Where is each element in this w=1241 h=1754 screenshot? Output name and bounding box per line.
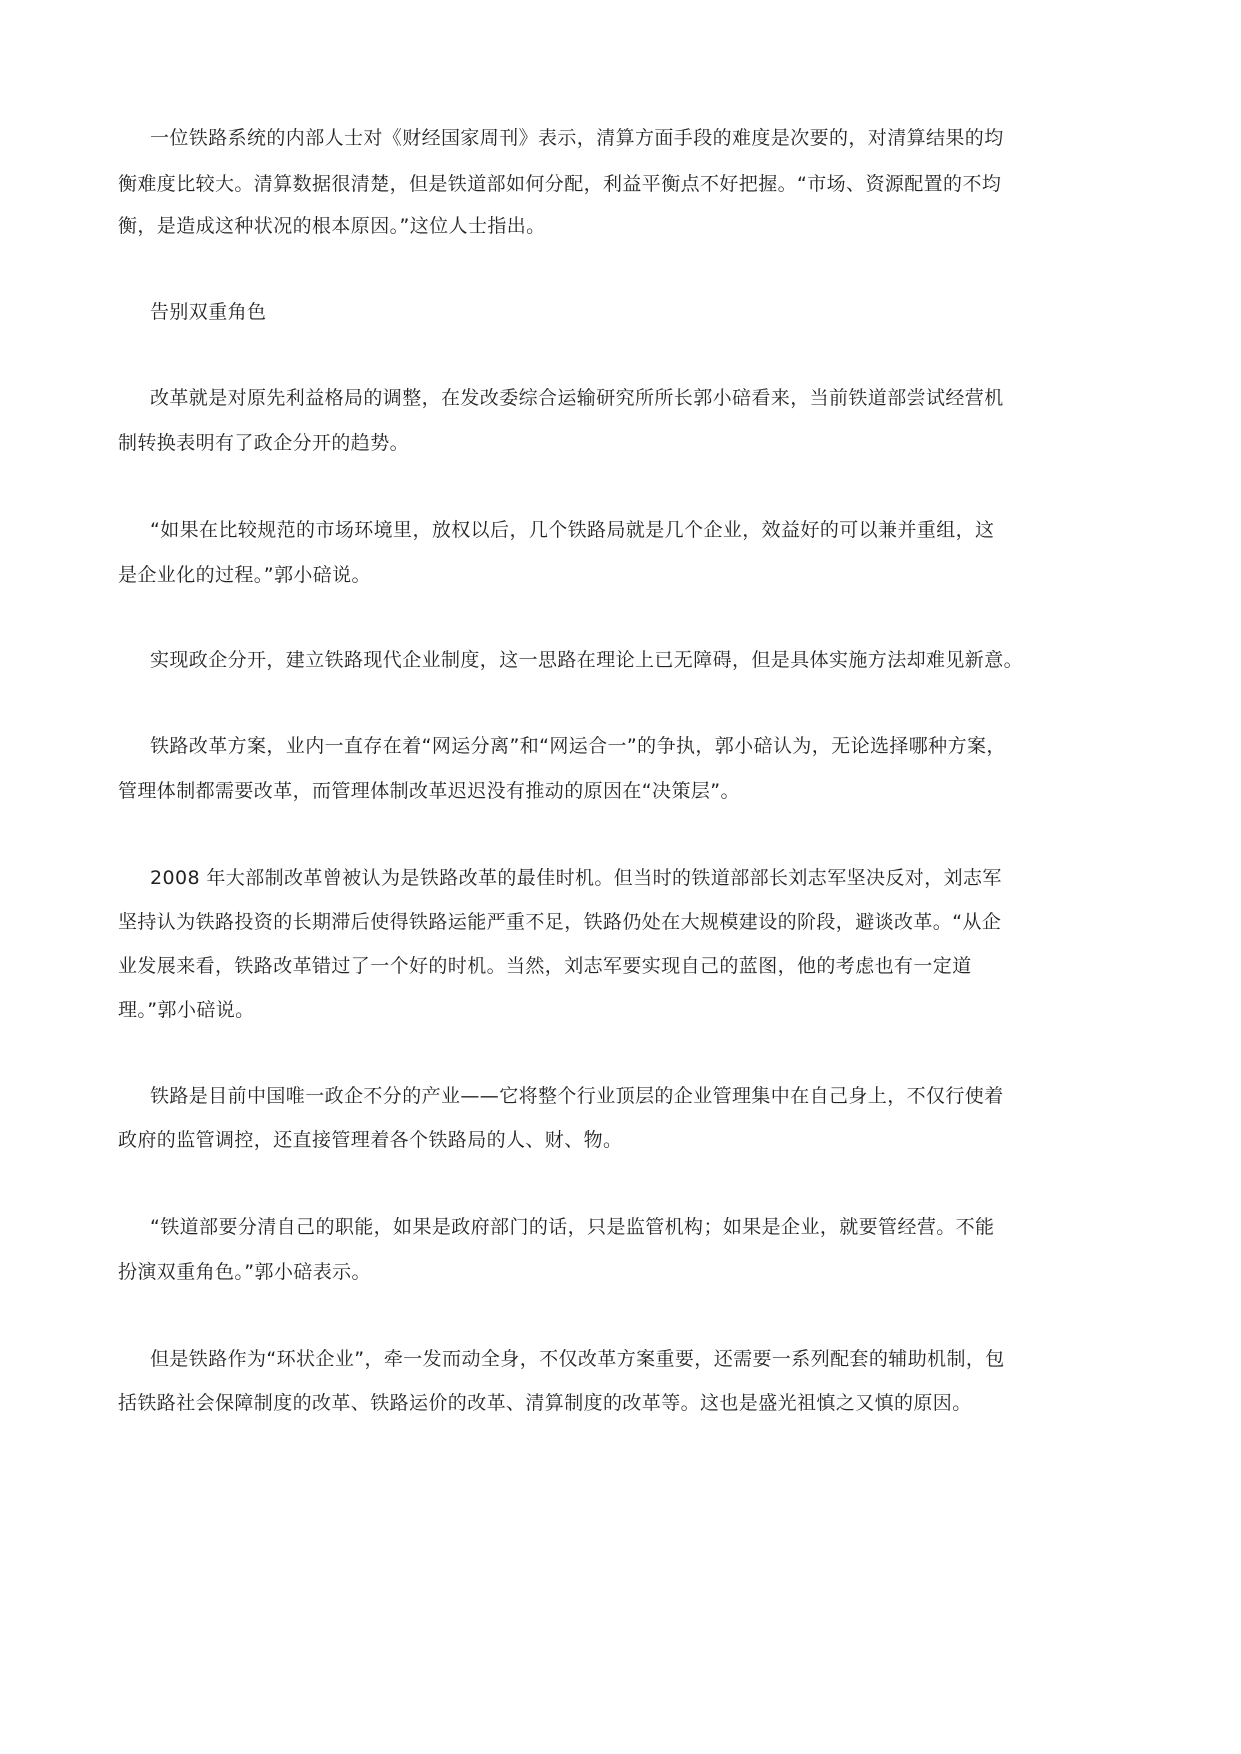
- text-line: 铁路是目前中国唯一政企不分的产业——它将整个行业顶层的企业管理集中在自己身上，不仅行使着: [150, 1085, 1004, 1107]
- text-line: 告别双重角色: [150, 301, 267, 323]
- text-line: 实现政企分开，建立铁路现代企业制度，这一思路在理论上已无障碍，但是具体实施方法却难见新意。: [150, 649, 1024, 671]
- text-line: 改革就是对原先利益格局的调整，在发改委综合运输研究所所长郭小碚看来，当前铁道部尝试经营机: [150, 387, 1004, 409]
- text-line: 2008 年大部制改革曾被认为是铁路改革的最佳时机。但当时的铁道部部长刘志军坚决反对，刘志军: [150, 867, 1002, 889]
- text-line: 衡难度比较大。清算数据很清楚，但是铁道部如何分配，利益平衡点不好把握。“市场、资源配置的不均: [118, 173, 1002, 195]
- text-line: 制转换表明有了政企分开的趋势。: [118, 432, 410, 454]
- text-line: 括铁路社会保障制度的改革、铁路运价的改革、清算制度的改革等。这也是盛光祖慎之又慎的原因。: [118, 1392, 972, 1414]
- text-line: 管理体制都需要改革，而管理体制改革迟迟没有推动的原因在“决策层”。: [118, 780, 740, 802]
- text-line: 但是铁路作为“环状企业”，牵一发而动全身，不仅改革方案重要，还需要一系列配套的辅助机制，包: [150, 1348, 1005, 1370]
- text-line: 扮演双重角色。”郭小碚表示。: [118, 1261, 371, 1283]
- text-line: 业发展来看，铁路改革错过了一个好的时机。当然，刘志军要实现自己的蓝图，他的考虑也有一定道: [118, 955, 972, 977]
- text-line: 铁路改革方案，业内一直存在着“网运分离”和“网运合一”的争执，郭小碚认为，无论选择哪种方案，: [150, 735, 1006, 757]
- text-line: 衡，是造成这种状况的根本原因。”这位人士指出。: [118, 215, 546, 237]
- text-line: 政府的监管调控，还直接管理着各个铁路局的人、财、物。: [118, 1129, 623, 1151]
- text-line: 一位铁路系统的内部人士对《财经国家周刊》表示，清算方面手段的难度是次要的，对清算结果的均: [150, 127, 1004, 149]
- text-line: “如果在比较规范的市场环境里，放权以后，几个铁路局就是几个企业，效益好的可以兼并重组，这: [150, 519, 995, 541]
- text-line: 理。”郭小碚说。: [118, 999, 255, 1021]
- text-line: 是企业化的过程。”郭小碚说。: [118, 564, 371, 586]
- text-line: “铁道部要分清自己的职能，如果是政府部门的话，只是监管机构；如果是企业，就要管经营。不能: [150, 1216, 995, 1238]
- text-line: 坚持认为铁路投资的长期滞后使得铁路运能严重不足，铁路仍处在大规模建设的阶段，避谈改革。“从企: [118, 911, 1002, 933]
